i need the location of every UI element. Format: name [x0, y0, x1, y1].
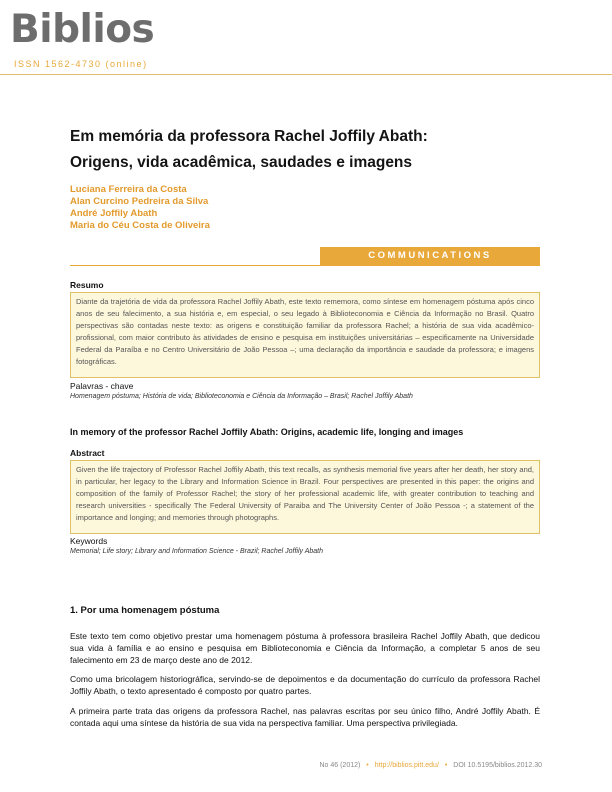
- english-title: In memory of the professor Rachel Joffily Abath: Origins, academic life, longing and images: [70, 427, 464, 437]
- palavras-chave-label: Palavras - chave: [70, 381, 134, 391]
- author-name: Maria do Céu Costa de Oliveira: [70, 220, 210, 231]
- section-badge: COMMUNICATIONS: [320, 247, 540, 265]
- paragraph-2: Como uma bricolagem historiográfica, servindo-se de depoimentos e da documentação do currículo da professora Rachel Joffily Abath, o texto apresentado é composto por quatro partes.: [70, 674, 540, 696]
- paragraph-1: Este texto tem como objetivo prestar uma homenagem póstuma à professora brasileira Rachel Joffily Abath, que dedicou sua vida à família e ao ensino e pesquisa em Biblioteconomia e Ciência da Informação, a completar 5 anos de seu falecimento em 23 de março deste ano de 2012.: [70, 631, 540, 665]
- journal-url-link[interactable]: http://biblios.pitt.edu/: [374, 762, 439, 769]
- keywords-text: Memorial; Life story; Library and Information Science - Brazil; Rachel Joffily Abath: [70, 548, 324, 555]
- resumo-label: Resumo: [70, 280, 104, 290]
- title-line-1: Em memória da professora Rachel Joffily Abath:: [70, 128, 428, 145]
- palavras-chave-text: Homenagem póstuma; História de vida; Biblioteconomia e Ciência da Informação – Brasil; Rachel Joffily Abath: [70, 393, 413, 400]
- keywords-label: Keywords: [70, 536, 108, 546]
- title-line-2: Origens, vida acadêmica, saudades e imagens: [70, 154, 413, 171]
- abstract-label: Abstract: [70, 448, 105, 458]
- bullet-icon: •: [444, 762, 448, 769]
- footer-issue: No 46 (2012): [319, 762, 361, 769]
- author-list: [70, 184, 210, 232]
- footer-doi: DOI 10.5195/biblios.2012.30: [453, 762, 542, 769]
- author-name: André Joffily Abath: [70, 208, 158, 219]
- paragraph-3: A primeira parte trata das origens da professora Rachel, nas palavras escritas por seu único filho, André Joffily Abath. É contada aqui uma síntese da história de sua vida na perspectiva familiar. Uma perspectiva privilegiada.: [70, 706, 540, 728]
- abstract-box: Given the life trajectory of Professor Rachel Joffily Abath, this text recalls, as synthesis memorial five years after her death, her story and, in particular, her legacy to the Library and Information Science in Brazil. Four perspectives are presented in this paper: the origins and composition of the family of Professor Rachel; the story of her professional academic life, with greater contribution to teaching and research universities - specifically The Federal University of Paraiba and The University Center of João Pessoa -; a statement of the importance and longing; and memories through photographs.: [70, 460, 540, 534]
- bullet-icon: •: [366, 762, 369, 769]
- resumo-box: Diante da trajetória de vida da professora Rachel Joffily Abath, este texto rememora, como síntese em homenagem póstuma após cinco anos de seu falecimento, a sua história e, em especial, o seu legado à Biblioteconomia e Ciência da Informação no Brasil. Quatro perspectivas são contadas neste texto: as origens e constituição familiar da professora Rachel; a história de sua vida acadêmico-profissional, com maior contributo às atividades de ensino e pesquisa em instituições universitárias – especificamente na Universidade Federal da Paraíba e no Centro Universitário de João Pessoa –; uma declaração da importância e saudade da professora; e imagens fotográficas.: [70, 292, 540, 378]
- issn-label: ISSN 1562-4730 (online): [14, 59, 148, 69]
- biblios-logo: [10, 7, 155, 52]
- section-divider: [70, 265, 540, 266]
- logo-text: Biblios: [10, 7, 155, 52]
- author-name: Luciana Ferreira da Costa: [70, 184, 187, 195]
- author-name: Alan Curcino Pedreira da Silva: [70, 196, 209, 207]
- article-title: [70, 124, 428, 176]
- header-divider: [0, 74, 612, 75]
- section-heading: 1. Por uma homenagem póstuma: [70, 605, 220, 616]
- page-footer: [319, 762, 542, 769]
